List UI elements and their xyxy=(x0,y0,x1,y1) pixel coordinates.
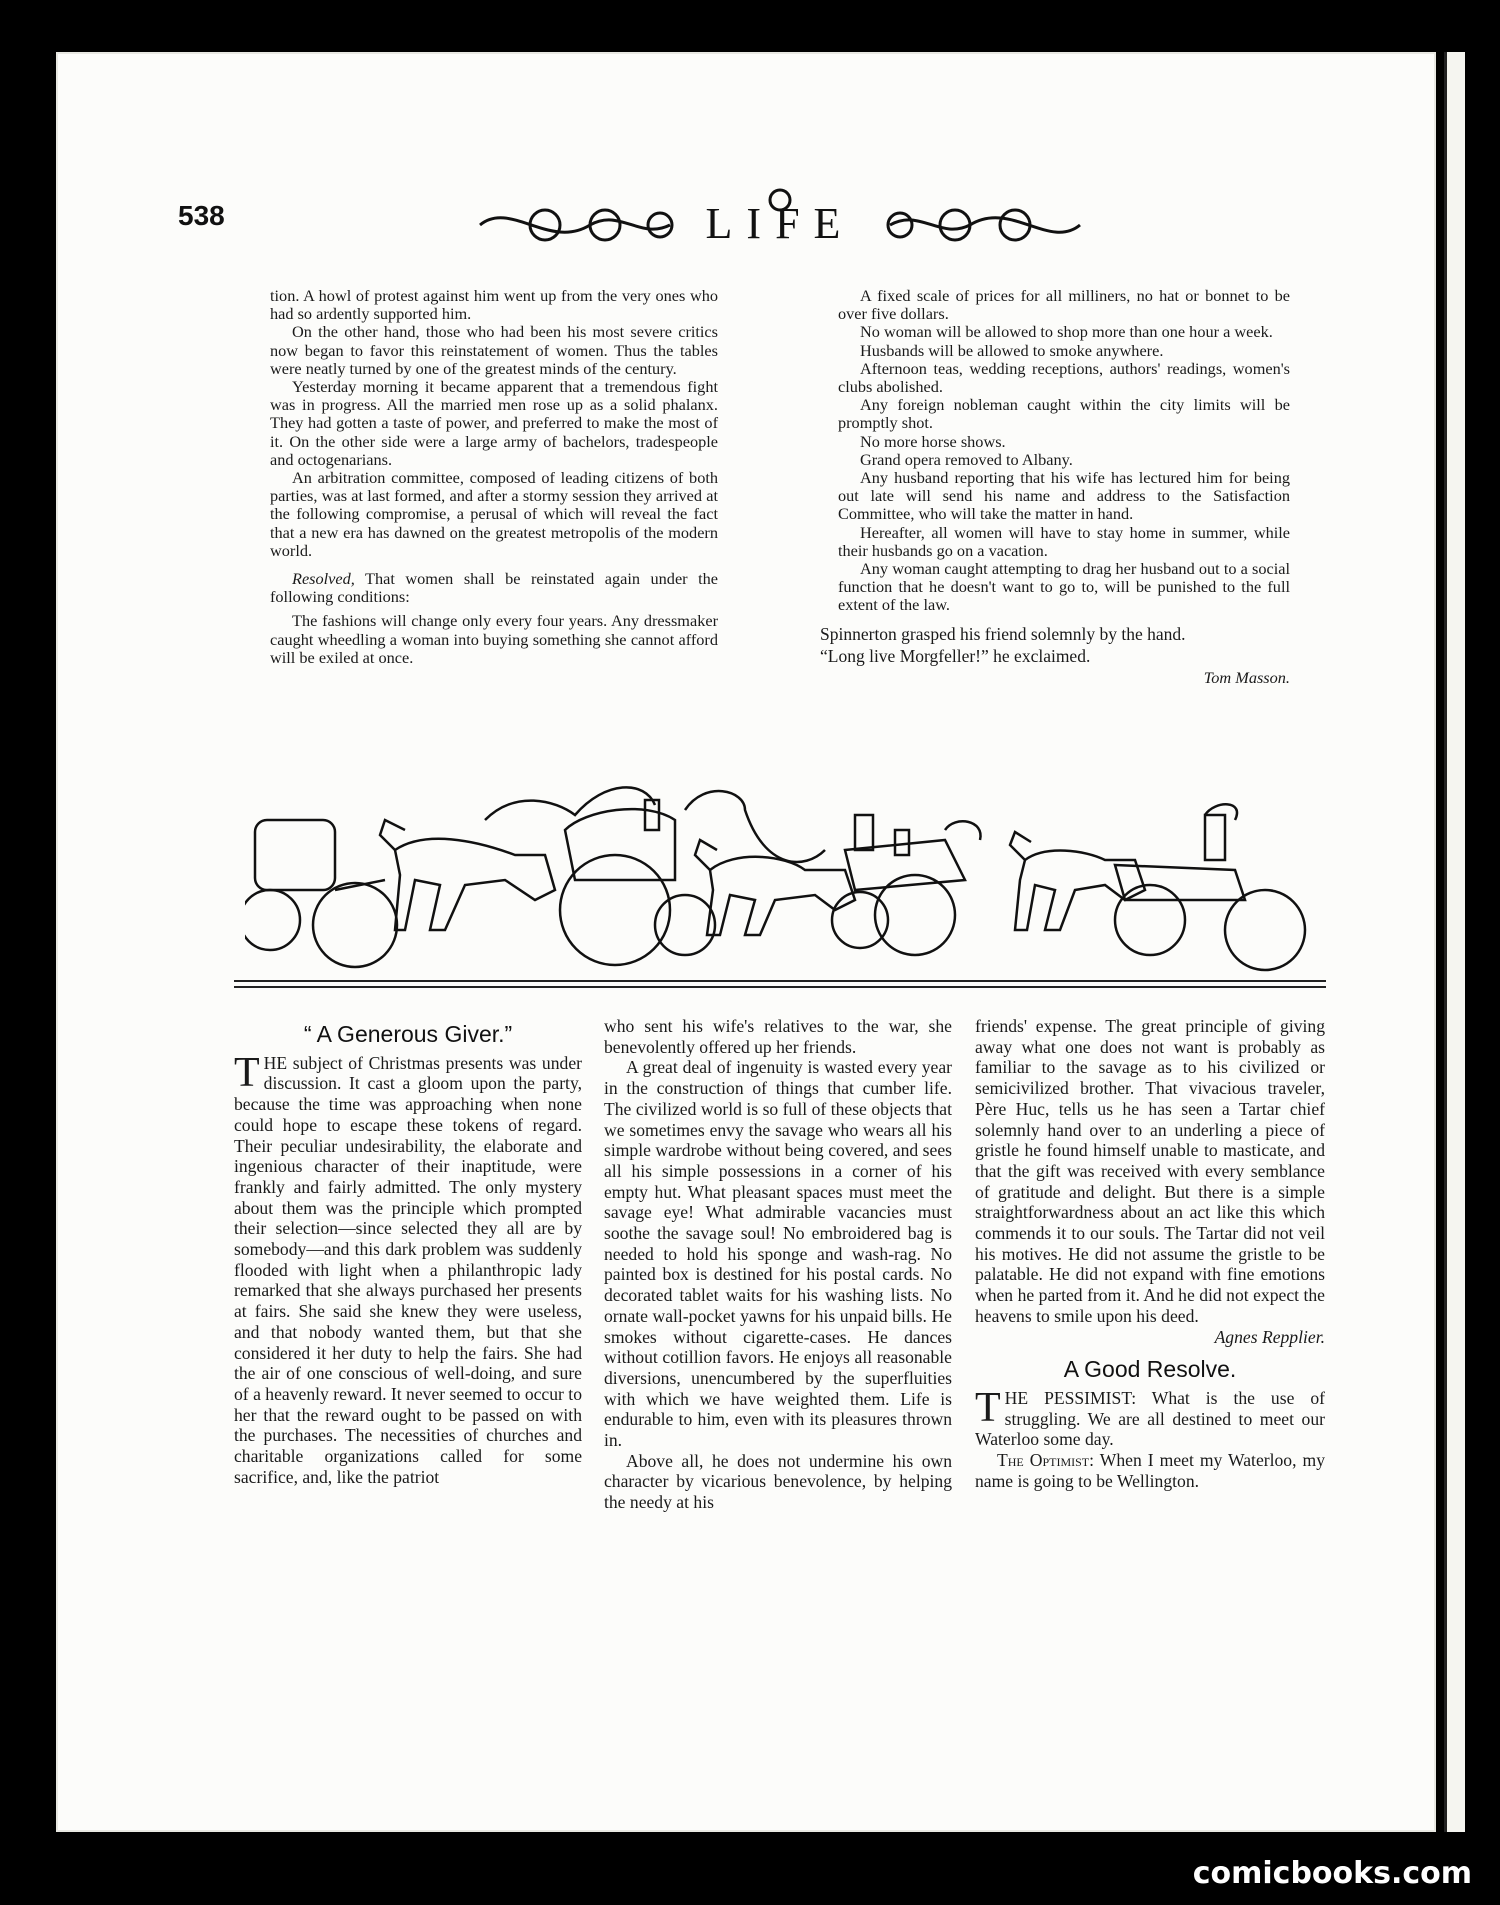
drop-cap: T xyxy=(234,1049,260,1096)
section-divider xyxy=(234,980,1326,982)
next-page-edge xyxy=(1444,52,1465,1832)
condition-item: Afternoon teas, wedding receptions, authors' readings, women's clubs abolished. xyxy=(838,358,1290,397)
drop-cap: T xyxy=(975,1384,1001,1431)
generous-giver-column-1 xyxy=(234,1021,582,1487)
condition-item: Any foreign nobleman caught within the city limits will be promptly shot. xyxy=(838,395,1290,433)
condition-item: Any woman caught attempting to drag her husband out to a social function that he doesn't want to go to, will be punished to the full extent of the law. xyxy=(838,559,1290,615)
paragraph: An arbitration committee, composed of leading citizens of both parties, was at last formed, and after a stormy session they arrived at the following compromise, a perusal of which will reveal the fact that a new era has dawned on the greatest metropolis of the modern world. xyxy=(270,468,718,560)
condition-item: A fixed scale of prices for all milliners, no hat or bonnet to be over five dollars. xyxy=(838,286,1290,324)
dialogue-paragraph: THE PESSIMIST: What is the use of struggling. We are all destined to meet our Waterloo some day. xyxy=(975,1384,1325,1450)
paragraph: friends' expense. The great principle of giving away what one does not want is probably as familiar to the savage as to his civilized or semicivilized brother. That vivacious traveler, Père Huc, tells us he has seen a Tartar chief solemnly hand over to an underling a piece of gristle he found himself unable to masticate, and that the gift was received with every semblance of gratitude and delight. But there is a simple straightforwardness about an act like this which commends it to our souls. The Tartar did not veil his motives. He did not assume the gristle to be palatable. He did not expand with fine emotions when he parted from it. And he did not expect the heavens to smile upon his deed. xyxy=(975,1016,1325,1326)
paragraph: Above all, he does not undermine his own character by vicarious benevolence, by helping the needy at his xyxy=(604,1450,952,1513)
top-article-column-2 xyxy=(820,286,1290,687)
paragraph: who sent his wife's relatives to the war, she benevolently offered up her friends. xyxy=(604,1016,952,1057)
closing-line: “Long live Morgfeller!” he exclaimed. xyxy=(820,645,1091,666)
article-title: “ A Generous Giver.” xyxy=(303,1021,513,1047)
condition-item: Hereafter, all women will have to stay home in summer, while their husbands go on a vacation. xyxy=(838,522,1290,560)
paragraph: Yesterday morning it became apparent that a tremendous fight was in progress. All the married men rose up as a solid phalanx. They had gotten a taste of power, and preferred to make the most of it. On the other side were a large army of bachelors, tradespeople and octogenarians. xyxy=(270,377,718,469)
condition-item: Grand opera removed to Albany. xyxy=(860,449,1073,469)
author-signature: Agnes Repplier. xyxy=(1214,1326,1325,1347)
article-title: A Good Resolve. xyxy=(1063,1356,1237,1383)
masthead-text: LIFE xyxy=(705,199,855,248)
condition-item: Any husband reporting that his wife has lectured him for being out late will send his name and address to the Satisfaction Committee, who will take the matter in hand. xyxy=(838,468,1290,524)
paragraph: A great deal of ingenuity is wasted every year in the construction of things that cumber life. The civilized world is so full of these objects that we sometimes envy the savage who wears all his simple wardrobe without being covered, and sees all his simple possessions in a corner of his empty hut. What pleasant spaces must meet the savage eye! What admirable vacancies must soothe the savage soul! No embroidered bag is needed to hold his sponge and wash-rag. No painted box is destined for his postal cards. No decorated tablet waits for his washing lists. No ornate wall-pocket yawns for his unpaid bills. He smokes without cigarette-cases. He dances without cotillion favors. He enjoys all reasonable diversions, unencumbered by the superfluities with which we have weighted them. Life is endurable to him, even with its pleasures thrown in. xyxy=(604,1057,952,1451)
paragraph: tion. A howl of protest against him went up from the very ones who had so ardently supported him. xyxy=(270,286,718,324)
top-article-column-1 xyxy=(270,287,718,667)
resolved-word: Resolved, xyxy=(292,569,355,589)
section-divider xyxy=(234,986,1326,988)
life-masthead xyxy=(470,180,1090,260)
speaker-label: The Optimist: xyxy=(997,1450,1095,1471)
paragraph: On the other hand, those who had been his most severe critics now began to favor this reinstatement of women. Thus the tables were neatly turned by one of the greatest minds of the century. xyxy=(270,322,718,378)
condition-item: Husbands will be allowed to smoke anywhere. xyxy=(860,340,1164,360)
page-number: 538 xyxy=(178,200,225,231)
condition-item: No more horse shows. xyxy=(860,431,1006,451)
lead-paragraph: THE subject of Christmas presents was under discussion. It cast a gloom upon the party, because the time was approaching when none could hope to escape these tokens of regard. Their peculiar undesirability, the elaborate and ingenious character of their inaptitude, were frankly and fairly admitted. The only mystery about them was the principle which prompted their selection—since selected they all are by somebody—and this dark problem was suddenly flooded with light when a philanthropic lady remarked that she always purchased her presents at fairs. She said she knew they were useless, and that nobody wanted them, but that she considered it her duty to help the fairs. She had the air of one conscious of well-doing, and sure of a heavenly reward. It never seemed to occur to her that the reward ought to be passed on with the purchases. The necessities of churches and charitable organizations called for some sacrifice, and, like the patriot xyxy=(234,1049,582,1487)
generous-giver-column-2 xyxy=(604,1016,952,1513)
closing-line: Spinnerton grasped his friend solemnly by the hand. xyxy=(820,623,1186,644)
condition-item: No woman will be allowed to shop more than one hour a week. xyxy=(860,322,1273,342)
dialogue-paragraph: The Optimist: When I meet my Waterloo, my name is going to be Wellington. xyxy=(975,1450,1325,1491)
author-signature: Tom Masson. xyxy=(1203,667,1290,687)
carriage-parade-illustration xyxy=(245,760,1315,980)
paragraph: The fashions will change only every four years. Any dressmaker caught wheedling a woman into buying something she cannot afford will be exiled at once. xyxy=(270,611,718,667)
resolution-paragraph: Resolved, That women shall be reinstated again under the following conditions: xyxy=(270,569,718,607)
generous-giver-column-3 xyxy=(975,1016,1325,1491)
site-watermark: comicbooks.com xyxy=(1192,1856,1472,1891)
